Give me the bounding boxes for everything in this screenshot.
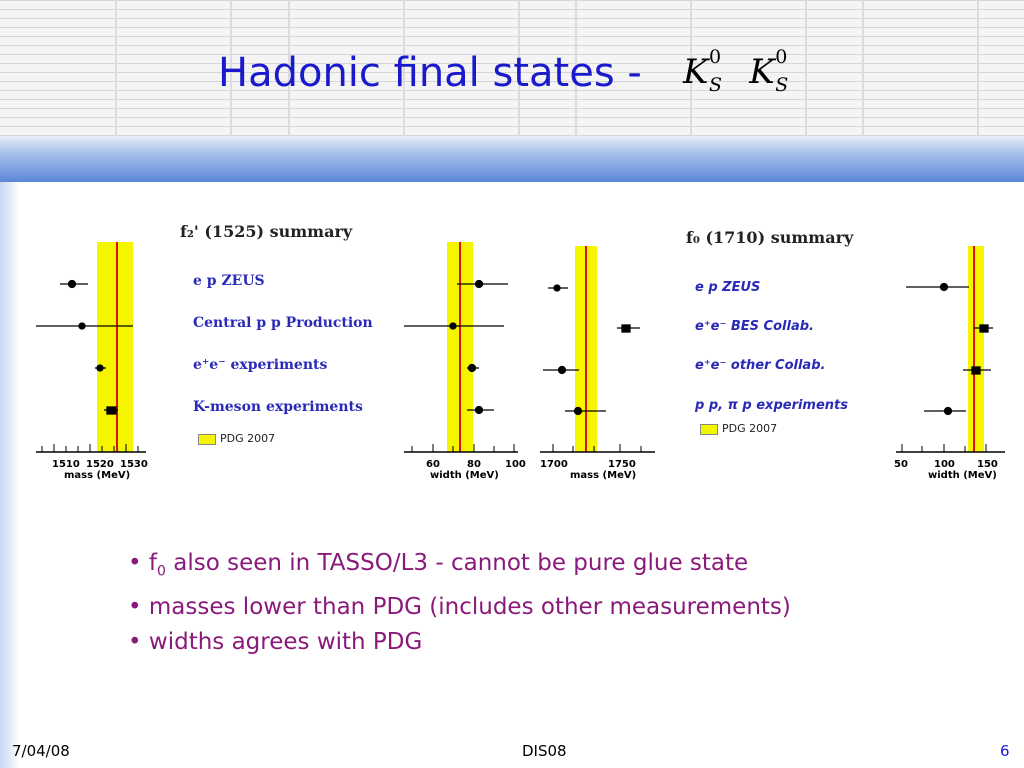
- footer-center-label: DIS08: [522, 742, 567, 760]
- tick-label: 1530: [120, 459, 148, 470]
- f0-summary-title: f₀ (1710) summary: [686, 228, 854, 247]
- pdg-band: [968, 246, 984, 452]
- f2-pdg-legend: PDG 2007: [198, 432, 275, 445]
- pdg-band: [97, 242, 133, 452]
- tick-label: 50: [894, 459, 908, 470]
- x-axis-label: width (MeV): [430, 470, 499, 481]
- f2-item-ee-experiments: e⁺e⁻ experiments: [193, 357, 328, 373]
- f0-pdg-legend: PDG 2007: [700, 422, 777, 435]
- f2-item-central-pp: Central p p Production: [193, 315, 373, 331]
- kshort-symbol-2: K 0 S: [749, 46, 789, 96]
- f2-summary-title: f₂' (1525) summary: [180, 222, 353, 241]
- tick-label: 150: [977, 459, 998, 470]
- tick-label: 100: [505, 459, 526, 470]
- f2-width-plot: [404, 242, 526, 481]
- f0-item-ep-zeus: e p ZEUS: [695, 280, 761, 295]
- bullet-item: • widths agrees with PDG: [128, 628, 423, 655]
- slide-number: 6: [1000, 742, 1010, 760]
- f2-item-ep-zeus: e p ZEUS: [193, 273, 265, 289]
- tick-label: 60: [426, 459, 440, 470]
- f0-item-other-collab: e⁺e⁻ other Collab.: [695, 358, 826, 373]
- x-axis-label: width (MeV): [928, 470, 997, 481]
- kshort-symbol-1: K 0 S: [683, 46, 723, 96]
- tick-label: 80: [467, 459, 481, 470]
- bullet-list: [128, 546, 791, 660]
- f2-item-k-meson: K-meson experiments: [193, 399, 363, 415]
- bullet-item: • masses lower than PDG (includes other measurements): [128, 593, 791, 620]
- f0-mass-plot: [540, 246, 655, 481]
- tick-label: 1750: [608, 459, 636, 470]
- tick-label: 1510: [52, 459, 80, 470]
- f0-item-bes: e⁺e⁻ BES Collab.: [695, 319, 814, 334]
- x-axis-label: mass (MeV): [570, 470, 637, 481]
- tick-label: 100: [934, 459, 955, 470]
- x-axis-label: mass (MeV): [64, 470, 131, 481]
- tick-label: 1520: [86, 459, 114, 470]
- f0-item-pp-pip: p p, π p experiments: [695, 398, 849, 413]
- f2-mass-plot: [36, 242, 148, 481]
- bullet-item: • $f_0$ also seen in TASSO/L3 - cannot be pure glue state: [128, 550, 749, 580]
- tick-label: 1700: [540, 459, 568, 470]
- footer-date: 7/04/08: [12, 742, 70, 760]
- slide-title: Hadonic final states -: [218, 50, 642, 96]
- f0-width-plot: [894, 246, 1005, 481]
